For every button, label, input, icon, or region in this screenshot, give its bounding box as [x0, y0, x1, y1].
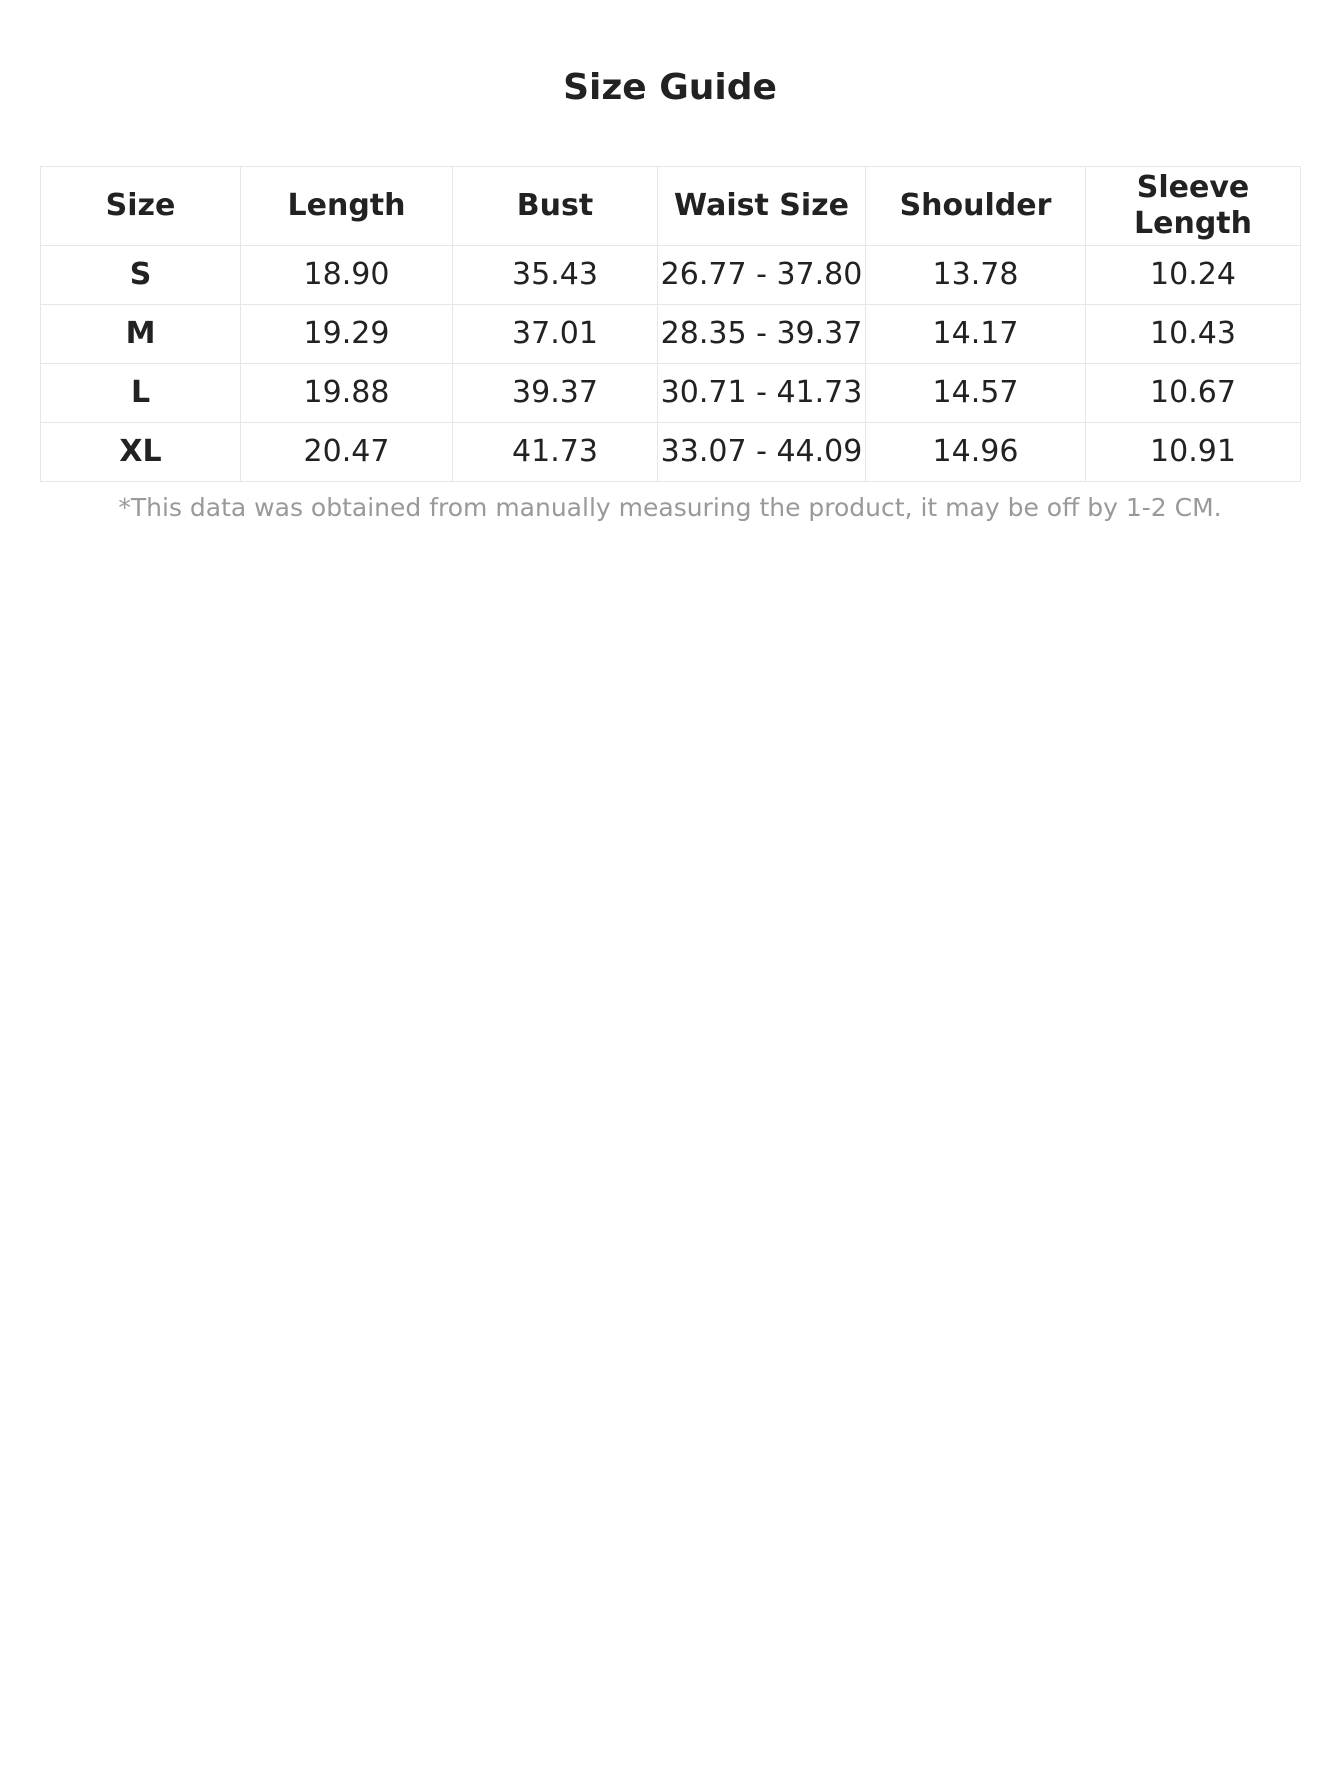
size-cell: L	[41, 364, 241, 423]
bust-cell: 39.37	[453, 364, 658, 423]
table-row	[41, 305, 1301, 364]
measurement-disclaimer: *This data was obtained from manually measuring the product, it may be off by 1-2 CM.	[118, 493, 1222, 522]
sleeve-length-cell: 10.91	[1086, 423, 1301, 482]
waist-size-cell: 28.35 - 39.37	[658, 305, 866, 364]
shoulder-cell: 14.17	[866, 305, 1086, 364]
size-cell: XL	[41, 423, 241, 482]
size-cell: M	[41, 305, 241, 364]
table-row	[41, 246, 1301, 305]
header-length: Length	[241, 167, 453, 246]
shoulder-cell: 14.57	[866, 364, 1086, 423]
length-cell: 20.47	[241, 423, 453, 482]
sleeve-length-cell: 10.24	[1086, 246, 1301, 305]
table-row	[41, 364, 1301, 423]
shoulder-cell: 13.78	[866, 246, 1086, 305]
bust-cell: 41.73	[453, 423, 658, 482]
page-title: Size Guide	[563, 67, 777, 108]
header-bust: Bust	[453, 167, 658, 246]
header-sleeve-length: Sleeve Length	[1086, 167, 1301, 246]
shoulder-cell: 14.96	[866, 423, 1086, 482]
header-shoulder: Shoulder	[866, 167, 1086, 246]
sleeve-length-cell: 10.67	[1086, 364, 1301, 423]
waist-size-cell: 30.71 - 41.73	[658, 364, 866, 423]
length-cell: 18.90	[241, 246, 453, 305]
waist-size-cell: 33.07 - 44.09	[658, 423, 866, 482]
table-row	[41, 423, 1301, 482]
waist-size-cell: 26.77 - 37.80	[658, 246, 866, 305]
sleeve-length-cell: 10.43	[1086, 305, 1301, 364]
size-cell: S	[41, 246, 241, 305]
size-guide-table	[40, 166, 1301, 482]
table-header-row	[41, 167, 1301, 246]
header-size: Size	[41, 167, 241, 246]
bust-cell: 37.01	[453, 305, 658, 364]
bust-cell: 35.43	[453, 246, 658, 305]
header-waist-size: Waist Size	[658, 167, 866, 246]
length-cell: 19.88	[241, 364, 453, 423]
length-cell: 19.29	[241, 305, 453, 364]
